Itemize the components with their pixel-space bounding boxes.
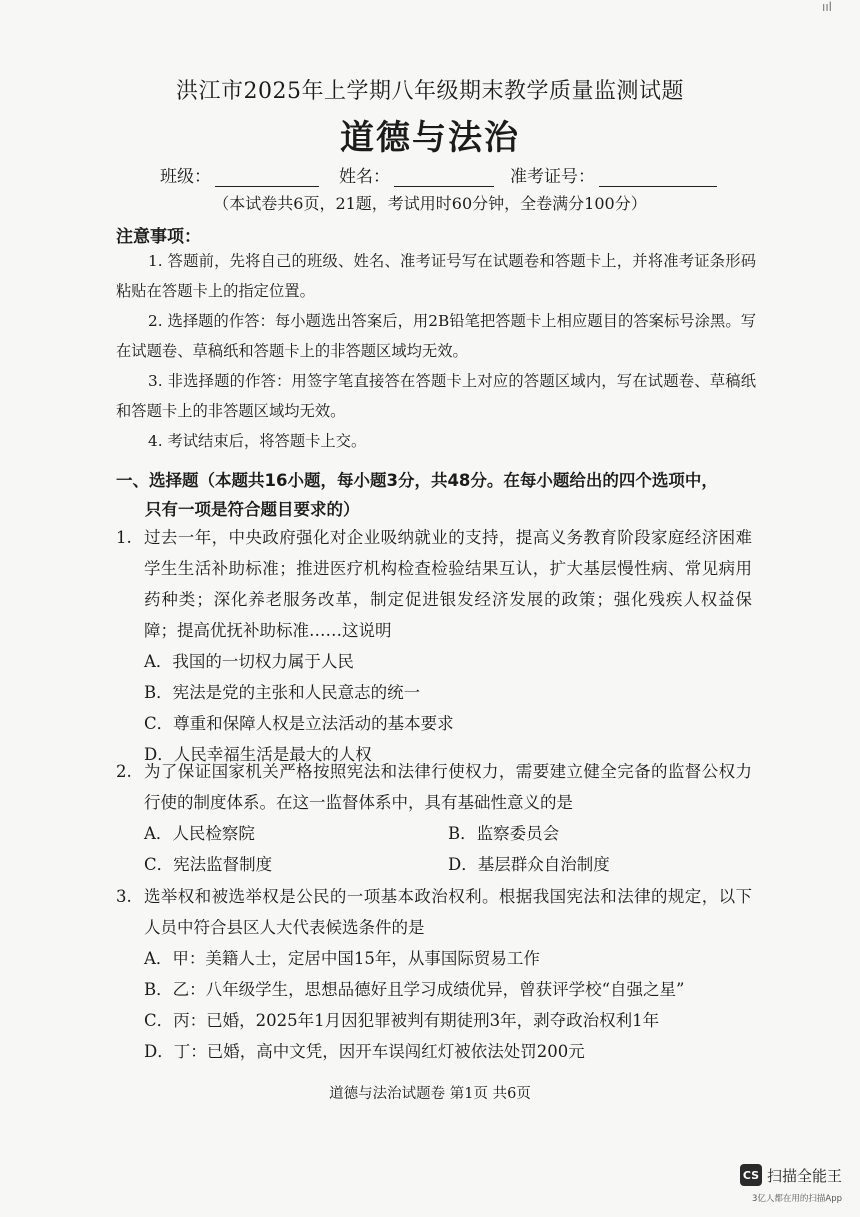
option-b[interactable]: B．宪法是党的主张和人民意志的统一 <box>144 683 421 702</box>
notice-list <box>116 246 756 456</box>
camscanner-logo-icon: CS <box>740 1164 762 1186</box>
option-d[interactable]: D．人民幸福生活是最大的人权 <box>144 745 372 764</box>
watermark-name: 扫描全能王 <box>766 1166 842 1185</box>
option-a[interactable]: A．人民检察院 <box>144 824 255 843</box>
name-label: 姓名： <box>339 167 390 187</box>
notice-item: 4. 考试结束后，将答题卡上交。 <box>148 432 367 450</box>
section-heading <box>116 466 746 524</box>
name-blank[interactable] <box>394 168 494 187</box>
section-heading-line: 只有一项是符合题目要求的） <box>145 500 360 519</box>
question-stem: 过去一年，中央政府强化对企业吸纳就业的支持，提高义务教育阶段家庭经济困难学生生活补助标准；推进医疗机构检查检验结果互认，扩大基层慢性病、常见病用药种类；深化养老服务改革，制定促进银发经济发展的政策；强化残疾人权益保障；提高优抚补助标准……这说明 <box>144 528 752 640</box>
exam-meta: （本试卷共6页，21题，考试用时60分钟，全卷满分100分） <box>213 194 647 213</box>
exam-title: 洪江市2025年上学期八年级期末教学质量监测试题 <box>176 79 684 104</box>
notice-item: 1. 答题前，先将自己的班级、姓名、准考证号写在试题卷和答题卡上，并将准考证条形码粘贴在答题卡上的指定位置。 <box>116 252 756 300</box>
exam-id-label: 准考证号： <box>510 167 595 187</box>
notice-item: 3. 非选择题的作答：用签字笔直接答在答题卡上对应的答题区域内，写在试题卷、草稿纸和答题卡上的非答题区域均无效。 <box>116 372 756 420</box>
section-heading-line: 一、选择题（本题共16小题，每小题3分，共48分。在每小题给出的四个选项中， <box>116 471 718 490</box>
question-stem: 选举权和被选举权是公民的一项基本政治权利。根据我国宪法和法律的规定，以下人员中符合县区人大代表候选条件的是 <box>144 887 752 937</box>
option-a[interactable]: A．我国的一切权力属于人民 <box>144 652 354 671</box>
question-number: 1. <box>116 528 132 547</box>
question-stem: 为了保证国家机关严格按照宪法和法律行使权力，需要建立健全完备的监督公权力行使的制度体系。在这一监督体系中，具有基础性意义的是 <box>144 762 752 812</box>
option-c[interactable]: C．宪法监督制度 <box>144 855 273 874</box>
class-field <box>160 162 319 187</box>
option-a[interactable]: A．甲：美籍人士，定居中国15年，从事国际贸易工作 <box>144 949 540 968</box>
question-1 <box>116 522 752 770</box>
notice-heading: 注意事项： <box>116 227 201 247</box>
name-field <box>339 162 494 187</box>
question-number: 2. <box>116 762 132 781</box>
exam-id-field <box>510 162 717 187</box>
class-blank[interactable] <box>215 168 319 187</box>
question-number: 3. <box>116 887 132 906</box>
option-d[interactable]: D．基层群众自治制度 <box>448 855 610 874</box>
class-label: 班级： <box>160 167 211 187</box>
student-info-row <box>160 162 717 187</box>
question-3 <box>116 881 752 1067</box>
watermark-tagline: 3亿人都在用的扫描App <box>751 1194 842 1204</box>
scanner-watermark <box>740 1164 842 1186</box>
subject-title: 道德与法治 <box>340 118 520 158</box>
corner-mark: ııl <box>821 0 832 14</box>
option-d[interactable]: D．丁：已婚，高中文凭，因开车误闯红灯被依法处罚200元 <box>144 1042 585 1061</box>
question-2 <box>116 756 752 880</box>
notice-item: 2. 选择题的作答：每小题选出答案后，用2B铅笔把答题卡上相应题目的答案标号涂黑。写在试题卷、草稿纸和答题卡上的非答题区域均无效。 <box>116 312 756 360</box>
option-c[interactable]: C．尊重和保障人权是立法活动的基本要求 <box>144 714 454 733</box>
option-b[interactable]: B．乙：八年级学生，思想品德好且学习成绩优异，曾获评学校“自强之星” <box>144 980 685 999</box>
exam-id-blank[interactable] <box>599 168 717 187</box>
option-b[interactable]: B．监察委员会 <box>448 824 560 843</box>
page-footer: 道德与法治试题卷 第1页 共6页 <box>329 1086 531 1102</box>
option-c[interactable]: C．丙：已婚，2025年1月因犯罪被判有期徒刑3年，剥夺政治权利1年 <box>144 1011 660 1030</box>
